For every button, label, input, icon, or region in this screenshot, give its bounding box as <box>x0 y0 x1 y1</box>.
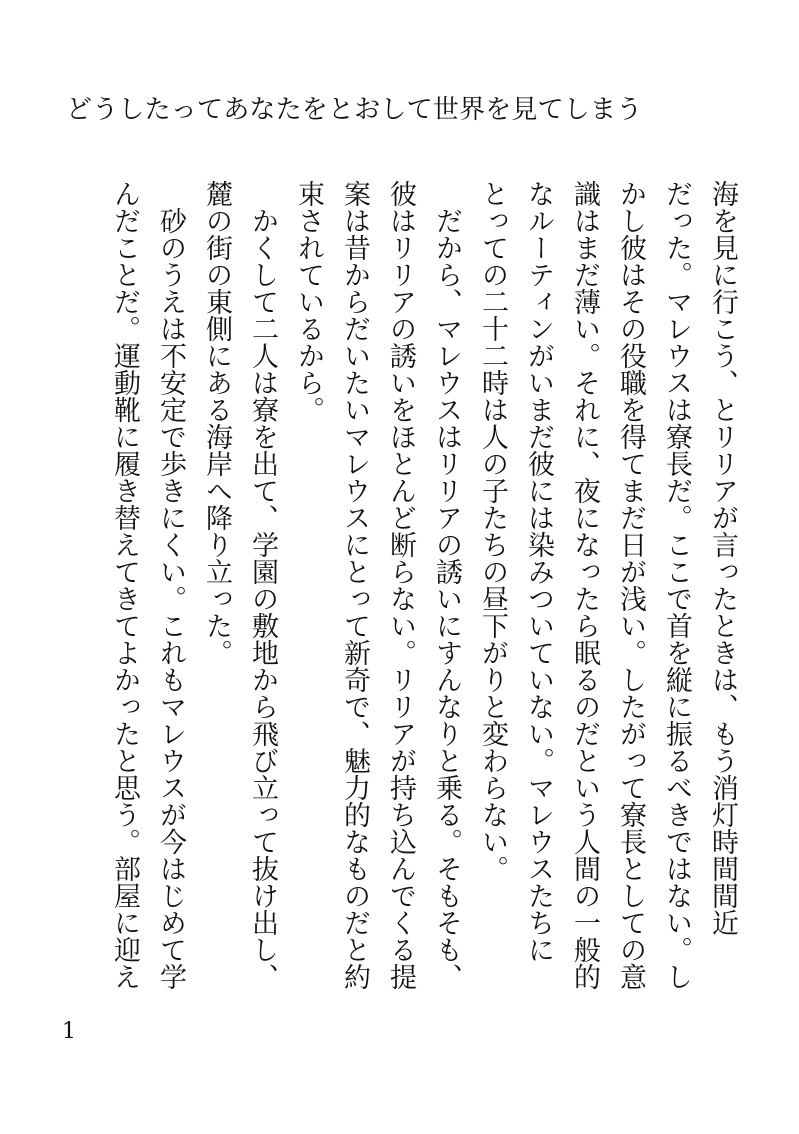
body-line-8: 彼はリリアの誘いをほとんど断らない。リリアが持ち込んでくる提 <box>385 180 416 990</box>
body-line-4: 識はまだ薄い。それに、夜になったら眠るのだという人間の一般的 <box>569 180 600 990</box>
body-line-5: なルーティンがいまだ彼には染みついていない。マレウスたちに <box>523 180 554 963</box>
body-line-3: かし彼はその役職を得てまだ日が浅い。したがって寮長としての意 <box>615 180 646 990</box>
body-line-9: 案は昔からだいたいマレウスにとって新奇で、魅力的なものだと約 <box>339 180 370 990</box>
body-line-14: んだことだ。運動靴に履き替えてきてよかったと思う。部屋に迎え <box>109 180 140 990</box>
body-line-6: とっての二十二時は人の子たちの昼下がりと変わらない。 <box>477 180 508 882</box>
body-line-1: 海を見に行こう、とリリアが言ったときは、もう消灯時間間近 <box>707 180 738 936</box>
body-line-11: かくして二人は寮を出て、学園の敷地から飛び立って抜け出し、 <box>247 180 278 990</box>
vertical-body-text <box>101 180 745 1000</box>
body-line-10: 束されているから。 <box>293 180 324 423</box>
body-line-7: だから、マレウスはリリアの誘いにすんなりと乗る。そもそも、 <box>431 180 462 990</box>
body-line-2: だった。マレウスは寮長だ。ここで首を縦に振るべきではない。し <box>661 180 692 990</box>
page-number: 1 <box>62 1019 76 1044</box>
body-line-13: 砂のうえは不安定で歩きにくい。これもマレウスが今はじめて学 <box>155 180 186 990</box>
page-title: どうしたってあなたをとおして世界を見てしまう <box>66 95 643 125</box>
body-line-12: 麓の街の東側にある海岸へ降り立った。 <box>201 180 232 666</box>
